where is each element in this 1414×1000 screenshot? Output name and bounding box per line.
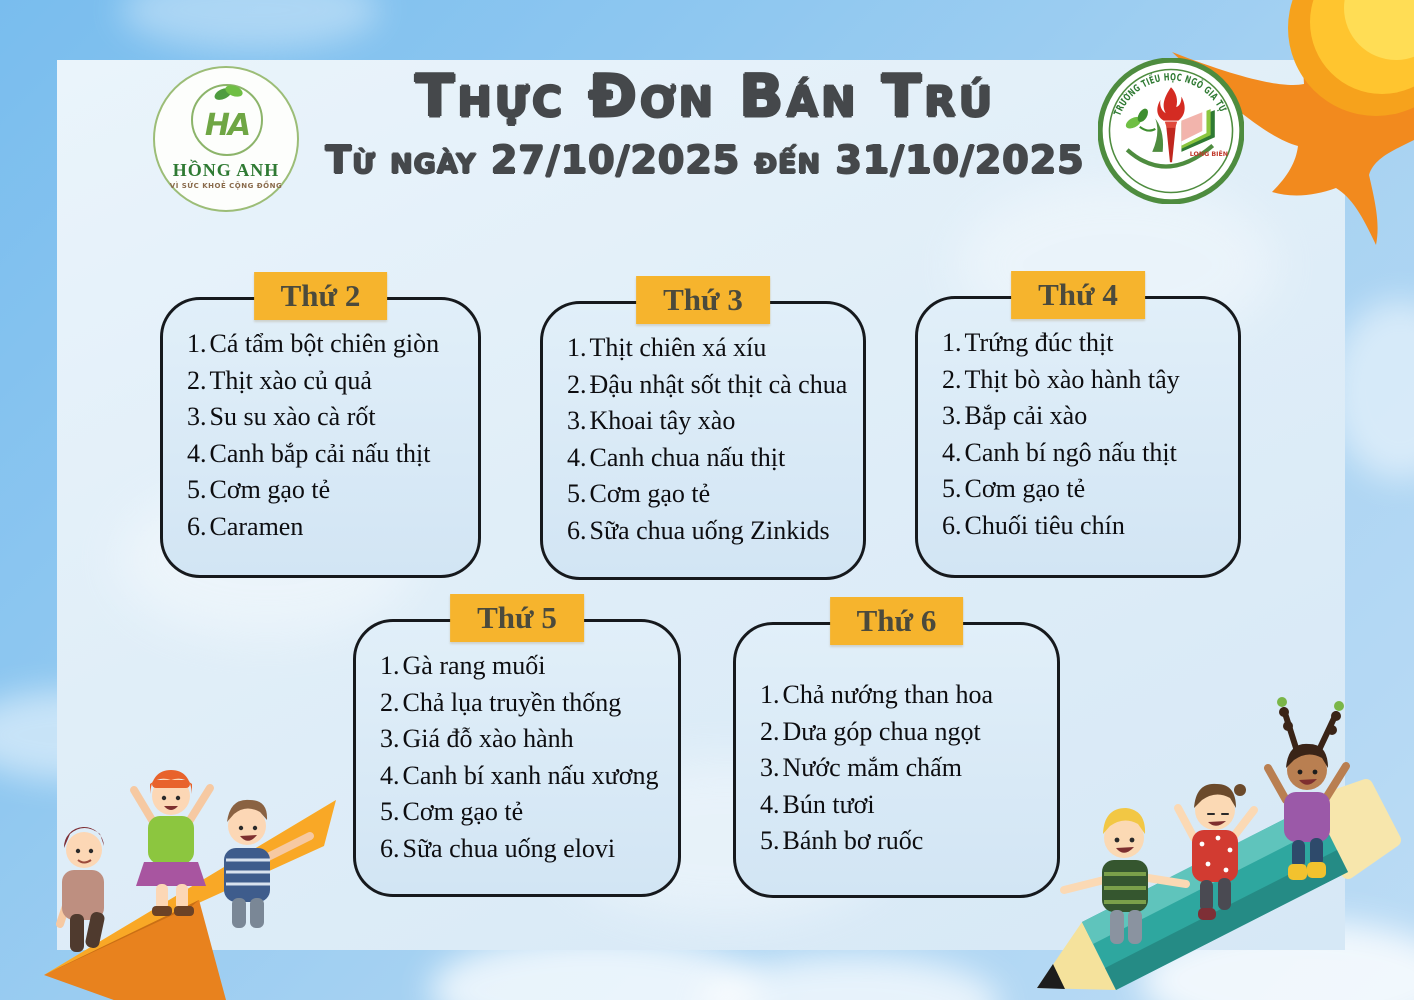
menu-item: 4. Bún tươi — [760, 789, 875, 819]
menu-item: 6. Sữa chua uống Zinkids — [567, 515, 830, 545]
logo-name: HỒNG ANH — [172, 160, 280, 180]
menu-list — [543, 304, 863, 549]
paper-plane-kids-illustration — [0, 688, 356, 1000]
menu-item: 6. Chuối tiêu chín — [942, 510, 1125, 540]
menu-item: 2. Dưa góp chua ngọt — [760, 716, 981, 746]
hong-anh-logo — [153, 66, 299, 212]
school-arc-text: TRƯỜNG TIỂU HỌC NGÔ GIA TỰ — [1112, 72, 1230, 118]
day-label: Thứ 5 — [450, 594, 584, 642]
menu-item: 2. Thịt bò xào hành tây — [942, 364, 1180, 394]
menu-card-thu-5 — [353, 600, 681, 897]
menu-item: 1. Trứng đúc thịt — [942, 328, 1114, 357]
menu-item: 5. Cơm gạo tẻ — [942, 474, 1086, 503]
menu-item: 4. Canh bí xanh nấu xương — [380, 760, 659, 790]
day-label: Thứ 6 — [830, 597, 964, 645]
poster-header — [315, 62, 1095, 182]
menu-item: 3. Su su xào cà rốt — [187, 402, 376, 431]
menu-list — [163, 300, 478, 545]
menu-item: 5. Cơm gạo tẻ — [187, 475, 331, 504]
menu-item: 3. Bắp cải xào — [942, 401, 1088, 430]
menu-item: 1. Thịt chiên xá xíu — [567, 333, 767, 362]
date-range: Từ ngày 27/10/2025 đến 31/10/2025 — [325, 138, 1085, 182]
menu-item: 5. Cơm gạo tẻ — [567, 479, 711, 508]
menu-item: 3. Giá đỗ xào hành — [380, 724, 574, 753]
menu-item: 3. Nước mắm chấm — [760, 753, 962, 782]
school-logo — [1098, 58, 1244, 204]
menu-list — [918, 299, 1238, 544]
day-label: Thứ 2 — [254, 272, 388, 320]
monogram-ring — [191, 84, 263, 156]
menu-item: 6. Sữa chua uống elovi — [380, 833, 616, 863]
menu-item: 2. Chả lụa truyền thống — [380, 687, 622, 717]
cloud-shape — [120, 0, 380, 50]
day-label: Thứ 3 — [636, 276, 770, 324]
menu-list — [356, 622, 678, 867]
menu-item: 2. Đậu nhật sốt thịt cà chua — [567, 369, 848, 399]
menu-item: 2. Thịt xào củ quả — [187, 365, 372, 395]
menu-item: 1. Cá tẩm bột chiên giòn — [187, 329, 440, 358]
menu-item: 6. Caramen — [187, 511, 304, 541]
page-title: Thực Đơn Bán Trú — [414, 62, 996, 130]
menu-item: 4. Canh bắp cải nấu thịt — [187, 438, 431, 468]
pencil-kids-illustration — [1002, 638, 1414, 1000]
cloud-shape — [700, 955, 1000, 1000]
leaf-icon — [213, 82, 243, 102]
menu-card-thu-4 — [915, 277, 1241, 578]
monogram-text: HA — [204, 108, 250, 143]
menu-item: 4. Canh chua nấu thịt — [567, 442, 786, 472]
menu-item: 1. Chả nướng than hoa — [760, 680, 994, 709]
menu-item: 5. Cơm gạo tẻ — [380, 797, 524, 826]
menu-item: 5. Bánh bơ ruốc — [760, 826, 924, 855]
menu-item: 3. Khoai tây xào — [567, 406, 736, 435]
menu-item: 4. Canh bí ngô nấu thịt — [942, 437, 1177, 467]
menu-card-thu-3 — [540, 282, 866, 580]
day-label: Thứ 4 — [1011, 271, 1145, 319]
logo-tagline: VÌ SỨC KHOẺ CỘNG ĐỒNG — [169, 182, 283, 190]
menu-card-thu-2 — [160, 278, 481, 578]
menu-item: 1. Gà rang muối — [380, 651, 546, 680]
kid-figure — [60, 827, 106, 952]
kid-figure — [224, 800, 310, 928]
school-sub-text: LONG BIÊN — [1189, 151, 1228, 159]
